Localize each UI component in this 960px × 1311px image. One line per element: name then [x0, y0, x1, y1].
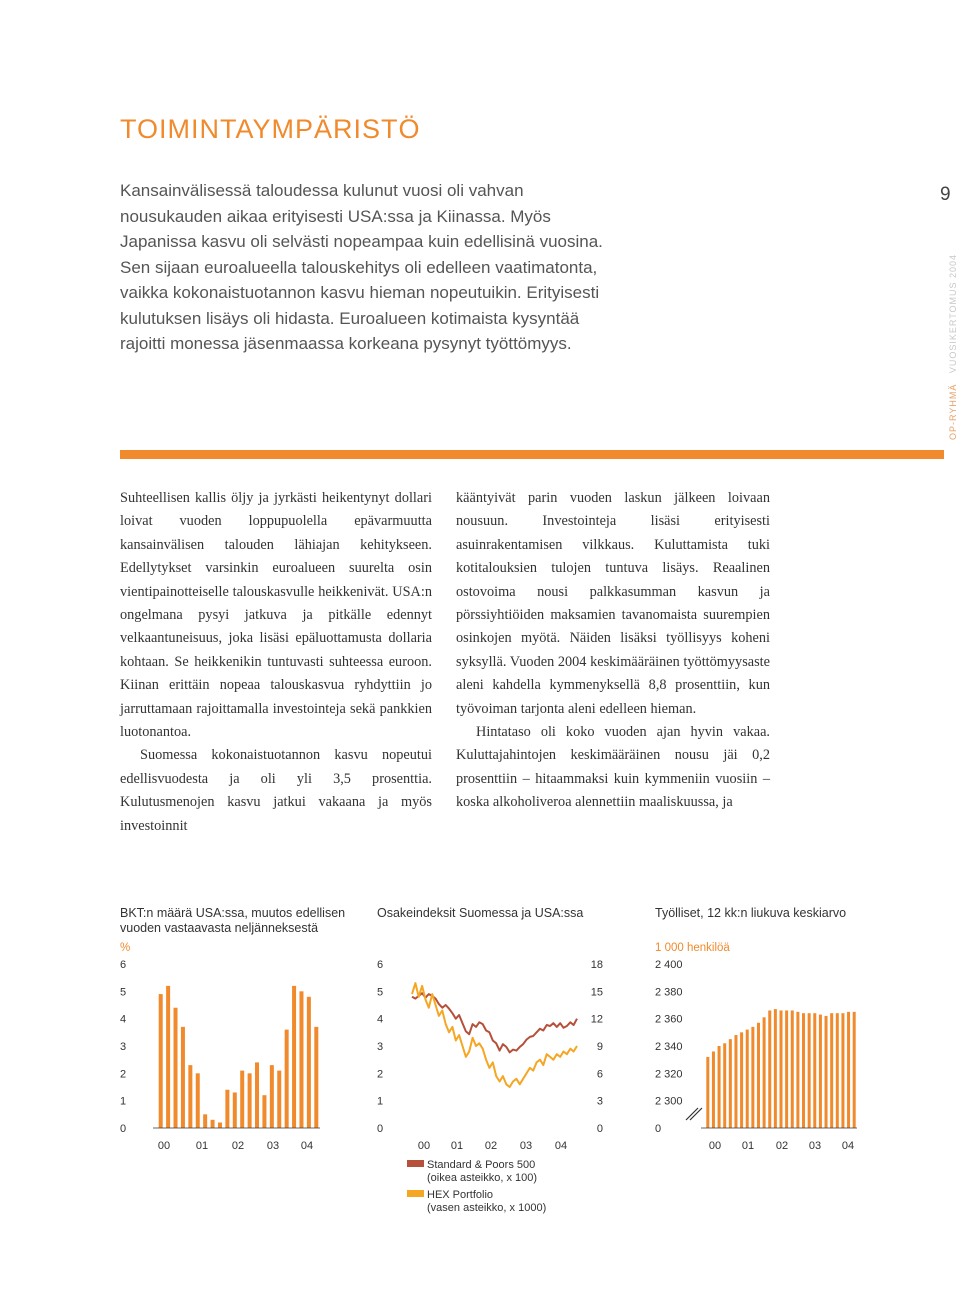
bar	[240, 1071, 244, 1128]
intro-paragraph: Kansainvälisessä taloudessa kulunut vuosi oli vahvan nousukauden aikaa erityisesti USA:ssa ja Kiinassa. Myös Japanissa kasvu oli selvästi nopeampaa kuin edellisinä vuosina. Sen sijaan euroalueella talouskehitys oli edelleen vaatimatonta, vaikka kokonaistuotannon kasvu hieman nopeutuikin. Erityisesti kulutuksen lisäys oli hidasta. Euroalueen kotimaista kysyntää rajoitti monessa jäsenmaassa korkeana pysynyt työttömyys.	[120, 181, 603, 353]
bar	[808, 1013, 811, 1128]
bar	[248, 1073, 252, 1128]
y-tick-label-right: 18	[590, 959, 603, 971]
bar	[847, 1012, 850, 1128]
sp500-line	[412, 993, 577, 1052]
chart-title: Työlliset, 12 kk:n liukuva keskiarvo	[655, 906, 847, 920]
chart-unit-label: %	[120, 942, 131, 954]
bar	[780, 1010, 783, 1128]
y-tick-label-right: 9	[596, 1041, 603, 1053]
y-tick-label: 2	[120, 1068, 127, 1081]
y-tick-label: 2 400	[655, 959, 683, 971]
x-tick-label: 04	[841, 1140, 855, 1152]
bar	[830, 1013, 833, 1128]
bar	[174, 1008, 178, 1128]
y-tick-label: 2 320	[655, 1068, 683, 1081]
bar	[299, 991, 303, 1128]
bar	[819, 1015, 822, 1128]
legend-label: Standard & Poors 500	[427, 1159, 536, 1171]
bar	[718, 1046, 721, 1128]
bar	[825, 1016, 828, 1128]
x-tick-label: 01	[741, 1140, 755, 1152]
bar	[836, 1013, 839, 1128]
y-tick-label: 3	[120, 1041, 127, 1053]
x-tick-label: 00	[417, 1140, 431, 1152]
bar	[746, 1030, 749, 1128]
bar	[285, 1030, 289, 1128]
bar	[211, 1120, 215, 1128]
bar	[841, 1013, 844, 1128]
legend-swatch-hex	[407, 1190, 424, 1197]
side-label-org: OP-RYHMÄ	[948, 383, 958, 440]
x-tick-label: 00	[157, 1140, 171, 1152]
bar	[225, 1090, 229, 1128]
bar	[774, 1009, 777, 1128]
legend-swatch-sp500	[407, 1160, 424, 1167]
bar	[763, 1017, 766, 1128]
y-tick-label: 2 380	[655, 986, 683, 999]
x-tick-label: 02	[484, 1140, 498, 1152]
x-tick-label: 03	[266, 1140, 280, 1152]
x-tick-label: 04	[554, 1140, 568, 1152]
page-number: 9	[940, 184, 951, 205]
y-tick-label: 0	[655, 1123, 662, 1135]
section-divider	[120, 450, 944, 459]
bar	[768, 1010, 771, 1128]
bar	[292, 986, 296, 1128]
y-tick-label-left: 5	[377, 986, 384, 999]
body-paragraph: Suhteellisen kallis öljy ja jyrkästi heikentynyt dollari loivat vuoden loppupuolella epävarmuutta kansainvälisen talouden lähiajan kehitykseen. Edellytykset varsinkin euroalueen suurelta osin vientipainotteiselle talouskasvulle heikkenivät. USA:n ongelmana pysyi jatkuva ja pitkälle edennyt velkaantuneisuus, joka lisäsi epäluottamusta dollaria kohtaan. Se heikkenikin tuntuvasti suhteessa euroon. Kiinan erittäin nopeaa talouskasvua ryhdyttiin jo jarruttamaan rajoittamalla investointeja sekä pankkien luotonantoa.	[120, 490, 432, 741]
gdp-bar-chart	[110, 950, 330, 1160]
bar	[262, 1095, 266, 1128]
legend-item-sp500	[407, 1159, 587, 1187]
x-tick-label: 02	[775, 1140, 789, 1152]
bar	[233, 1092, 237, 1128]
stock-chart-title-block	[377, 906, 617, 921]
bar	[757, 1023, 760, 1128]
gdp-chart-title-block	[120, 906, 360, 936]
y-tick-label-left: 1	[377, 1095, 384, 1108]
legend-axis-note: (vasen asteikko, x 1000)	[427, 1202, 547, 1214]
bar	[307, 997, 311, 1128]
stock-index-line-chart	[367, 950, 617, 1160]
y-tick-label-right: 6	[596, 1068, 603, 1081]
bar	[196, 1073, 200, 1128]
y-tick-label: 0	[120, 1123, 127, 1135]
legend-item-hex	[407, 1189, 587, 1217]
x-tick-label: 00	[708, 1140, 722, 1152]
x-tick-label: 02	[231, 1140, 245, 1152]
chart-title: BKT:n määrä USA:ssa, muutos edellisen vuoden vastaavasta neljänneksestä	[120, 906, 346, 935]
x-tick-label: 03	[519, 1140, 533, 1152]
y-tick-label: 2 340	[655, 1041, 683, 1053]
bar	[712, 1051, 715, 1128]
y-tick-label-left: 4	[377, 1013, 384, 1026]
bar	[802, 1013, 805, 1128]
section-title: TOIMINTAYMPÄRISTÖ	[120, 114, 421, 144]
y-tick-label: 2 300	[655, 1095, 683, 1108]
y-tick-label: 5	[120, 986, 127, 999]
bar	[255, 1062, 259, 1128]
bar	[813, 1013, 816, 1128]
x-tick-label: 01	[450, 1140, 464, 1152]
bar	[181, 1027, 185, 1128]
legend-label: HEX Portfolio	[427, 1189, 494, 1201]
bar	[188, 1065, 192, 1128]
stock-chart-legend	[407, 1159, 587, 1219]
bar	[751, 1027, 754, 1128]
bar	[791, 1010, 794, 1128]
bar	[159, 994, 163, 1128]
y-tick-label: 4	[120, 1013, 127, 1026]
y-tick-label-right: 0	[596, 1123, 603, 1135]
y-tick-label-left: 6	[377, 959, 384, 971]
bar	[723, 1043, 726, 1128]
body-paragraph: Hintataso oli koko vuoden ajan hyvin vakaa. Kuluttajahintojen keskimääräinen nousu jäi 0,2 prosenttiin – hitaammaksi kuin kymmeniin vuosiin – koska alkoholiveroa alennettiin maaliskuussa, ja	[456, 724, 770, 811]
bar	[796, 1012, 799, 1128]
employment-chart-title-block	[655, 906, 895, 921]
bar	[734, 1035, 737, 1128]
bar	[166, 986, 170, 1128]
bar	[706, 1057, 709, 1128]
employment-bar-chart	[645, 950, 865, 1160]
body-paragraph: kääntyivät parin vuoden laskun jälkeen loivaan nousuun. Investointeja lisäsi erityisesti asuinrakentamisen vilkkaus. Kuluttamista tuki kotitalouksien tulojen tuntuva lisäys. Reaalinen ostovoima nousi palkkasumman kasvun ja pörssiyhtiöiden maksamien tavanomaista suurempien osinkojen myötä. Näiden lisäksi työllisyys koheni syksyllä. Vuoden 2004 keskimääräinen työttömyysaste aleni kahdella kymmenyksellä 8,8 prosenttiin, kun työvoiman tarjonta aleni edelleen hieman.	[456, 490, 770, 717]
x-tick-label: 03	[808, 1140, 822, 1152]
bar	[277, 1071, 281, 1128]
bar	[314, 1027, 318, 1128]
bar	[203, 1114, 207, 1128]
y-tick-label-left: 0	[377, 1123, 384, 1135]
y-tick-label: 1	[120, 1095, 127, 1108]
y-tick-label-right: 12	[590, 1013, 603, 1026]
y-tick-label: 6	[120, 959, 127, 971]
chart-unit-label: 1 000 henkilöä	[655, 942, 730, 954]
chart-title: Osakeindeksit Suomessa ja USA:ssa	[377, 906, 584, 920]
y-tick-label-right: 3	[596, 1095, 603, 1108]
x-tick-label: 01	[195, 1140, 209, 1152]
bar	[218, 1123, 222, 1128]
legend-axis-note: (oikea asteikko, x 100)	[427, 1172, 538, 1184]
bar	[729, 1039, 732, 1128]
y-tick-label: 2 360	[655, 1013, 683, 1026]
side-label	[948, 254, 958, 440]
y-tick-label-left: 3	[377, 1041, 384, 1053]
y-tick-label-right: 15	[590, 986, 603, 999]
body-paragraph: Suomessa kokonaistuotannon kasvu nopeutui edellisvuodesta ja oli yli 3,5 prosenttia. Kulutusmenojen kasvu jatkui vakaana ja myös investoinnit	[120, 747, 432, 834]
bar	[853, 1012, 856, 1128]
bar	[270, 1065, 274, 1128]
body-column-left	[120, 487, 432, 838]
side-label-doc: VUOSIKERTOMUS 2004	[948, 253, 958, 374]
bar	[785, 1010, 788, 1128]
x-tick-label: 04	[300, 1140, 314, 1152]
y-tick-label-left: 2	[377, 1068, 384, 1081]
body-column-right	[456, 487, 770, 815]
bar	[740, 1032, 743, 1128]
